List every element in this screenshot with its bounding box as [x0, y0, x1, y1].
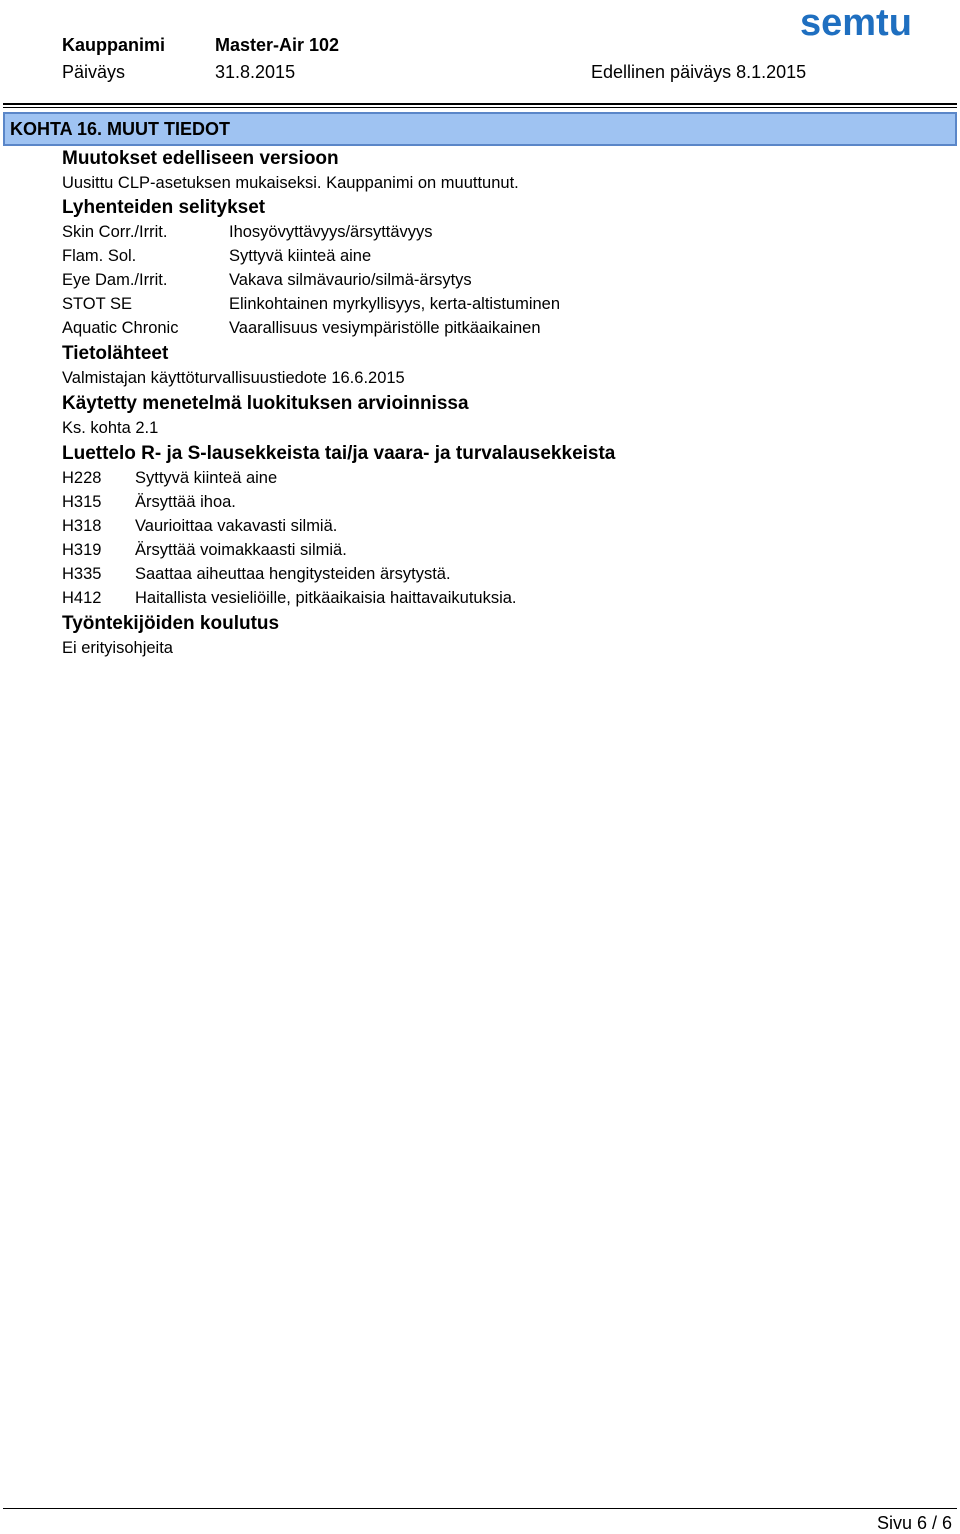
- product-label: Kauppanimi: [62, 35, 166, 55]
- date-label: Päiväys: [62, 62, 126, 82]
- previous-date: Edellinen päiväys 8.1.2015: [591, 62, 807, 82]
- section-content: [62, 144, 942, 660]
- phrase-row: [62, 538, 942, 562]
- abbreviation-key: Aquatic Chronic: [62, 319, 179, 337]
- abbreviation-key: Eye Dam./Irrit.: [62, 271, 168, 289]
- abbreviation-key: Flam. Sol.: [62, 247, 137, 265]
- abbreviation-row: [62, 268, 942, 292]
- phrase-code: H228: [62, 469, 102, 487]
- phrase-text: Syttyvä kiinteä aine: [135, 469, 278, 487]
- phrase-text: Saattaa aiheuttaa hengitysteiden ärsytystä.: [135, 565, 451, 583]
- phrase-code: H315: [62, 493, 102, 511]
- abbreviation-row: [62, 244, 942, 268]
- phrase-text: Haitallista vesieliöille, pitkäaikaisia haittavaikutuksia.: [135, 589, 517, 607]
- abbreviation-row: [62, 316, 942, 340]
- section-title: KOHTA 16. MUUT TIEDOT: [10, 119, 230, 139]
- abbreviations-list: [62, 220, 942, 340]
- phrase-row: [62, 490, 942, 514]
- sources-text: Valmistajan käyttöturvallisuustiedote 16.6.2015: [62, 369, 405, 387]
- abbreviation-row: [62, 292, 942, 316]
- phrase-code: H335: [62, 565, 102, 583]
- sources-heading: Tietolähteet: [62, 343, 169, 364]
- training-text: Ei erityisohjeita: [62, 639, 173, 657]
- changes-heading: Muutokset edelliseen versioon: [62, 148, 339, 169]
- abbreviation-key: STOT SE: [62, 295, 132, 313]
- abbreviation-value: Syttyvä kiinteä aine: [229, 247, 372, 265]
- abbreviation-value: Vaarallisuus vesiympäristölle pitkäaikainen: [229, 319, 541, 337]
- section-header-bar: [3, 112, 957, 146]
- abbreviation-value: Vakava silmävaurio/silmä-ärsytys: [229, 271, 472, 289]
- phrase-row: [62, 586, 942, 610]
- abbreviation-value: Elinkohtainen myrkyllisyys, kerta-altistuminen: [229, 295, 561, 313]
- product-name: Master-Air 102: [215, 35, 340, 55]
- phrase-code: H319: [62, 541, 102, 559]
- header-divider-thin: [3, 107, 957, 108]
- phrase-row: [62, 562, 942, 586]
- abbreviations-heading: Lyhenteiden selitykset: [62, 197, 266, 218]
- page-number: Sivu 6 / 6: [876, 1513, 952, 1533]
- phrase-text: Vaurioittaa vakavasti silmiä.: [135, 517, 338, 535]
- changes-text: Uusittu CLP-asetuksen mukaiseksi. Kauppanimi on muuttunut.: [62, 174, 519, 192]
- method-heading: Käytetty menetelmä luokituksen arvioinnissa: [62, 393, 469, 414]
- phrase-code: H318: [62, 517, 102, 535]
- method-text: Ks. kohta 2.1: [62, 419, 159, 437]
- footer-divider: [3, 1508, 957, 1509]
- abbreviation-row: [62, 220, 942, 244]
- date-value: 31.8.2015: [215, 62, 296, 82]
- phrase-text: Ärsyttää ihoa.: [135, 493, 236, 511]
- phrase-code: H412: [62, 589, 102, 607]
- abbreviation-key: Skin Corr./Irrit.: [62, 223, 168, 241]
- phrases-list: [62, 466, 942, 610]
- training-heading: Työntekijöiden koulutus: [62, 613, 280, 634]
- company-logo: semtu: [800, 2, 912, 44]
- header-divider: [3, 103, 957, 105]
- phrases-heading: Luettelo R- ja S-lausekkeista tai/ja vaara- ja turvalausekkeista: [62, 443, 616, 464]
- abbreviation-value: Ihosyövyttävyys/ärsyttävyys: [229, 223, 433, 241]
- phrase-row: [62, 466, 942, 490]
- phrase-text: Ärsyttää voimakkaasti silmiä.: [135, 541, 347, 559]
- phrase-row: [62, 514, 942, 538]
